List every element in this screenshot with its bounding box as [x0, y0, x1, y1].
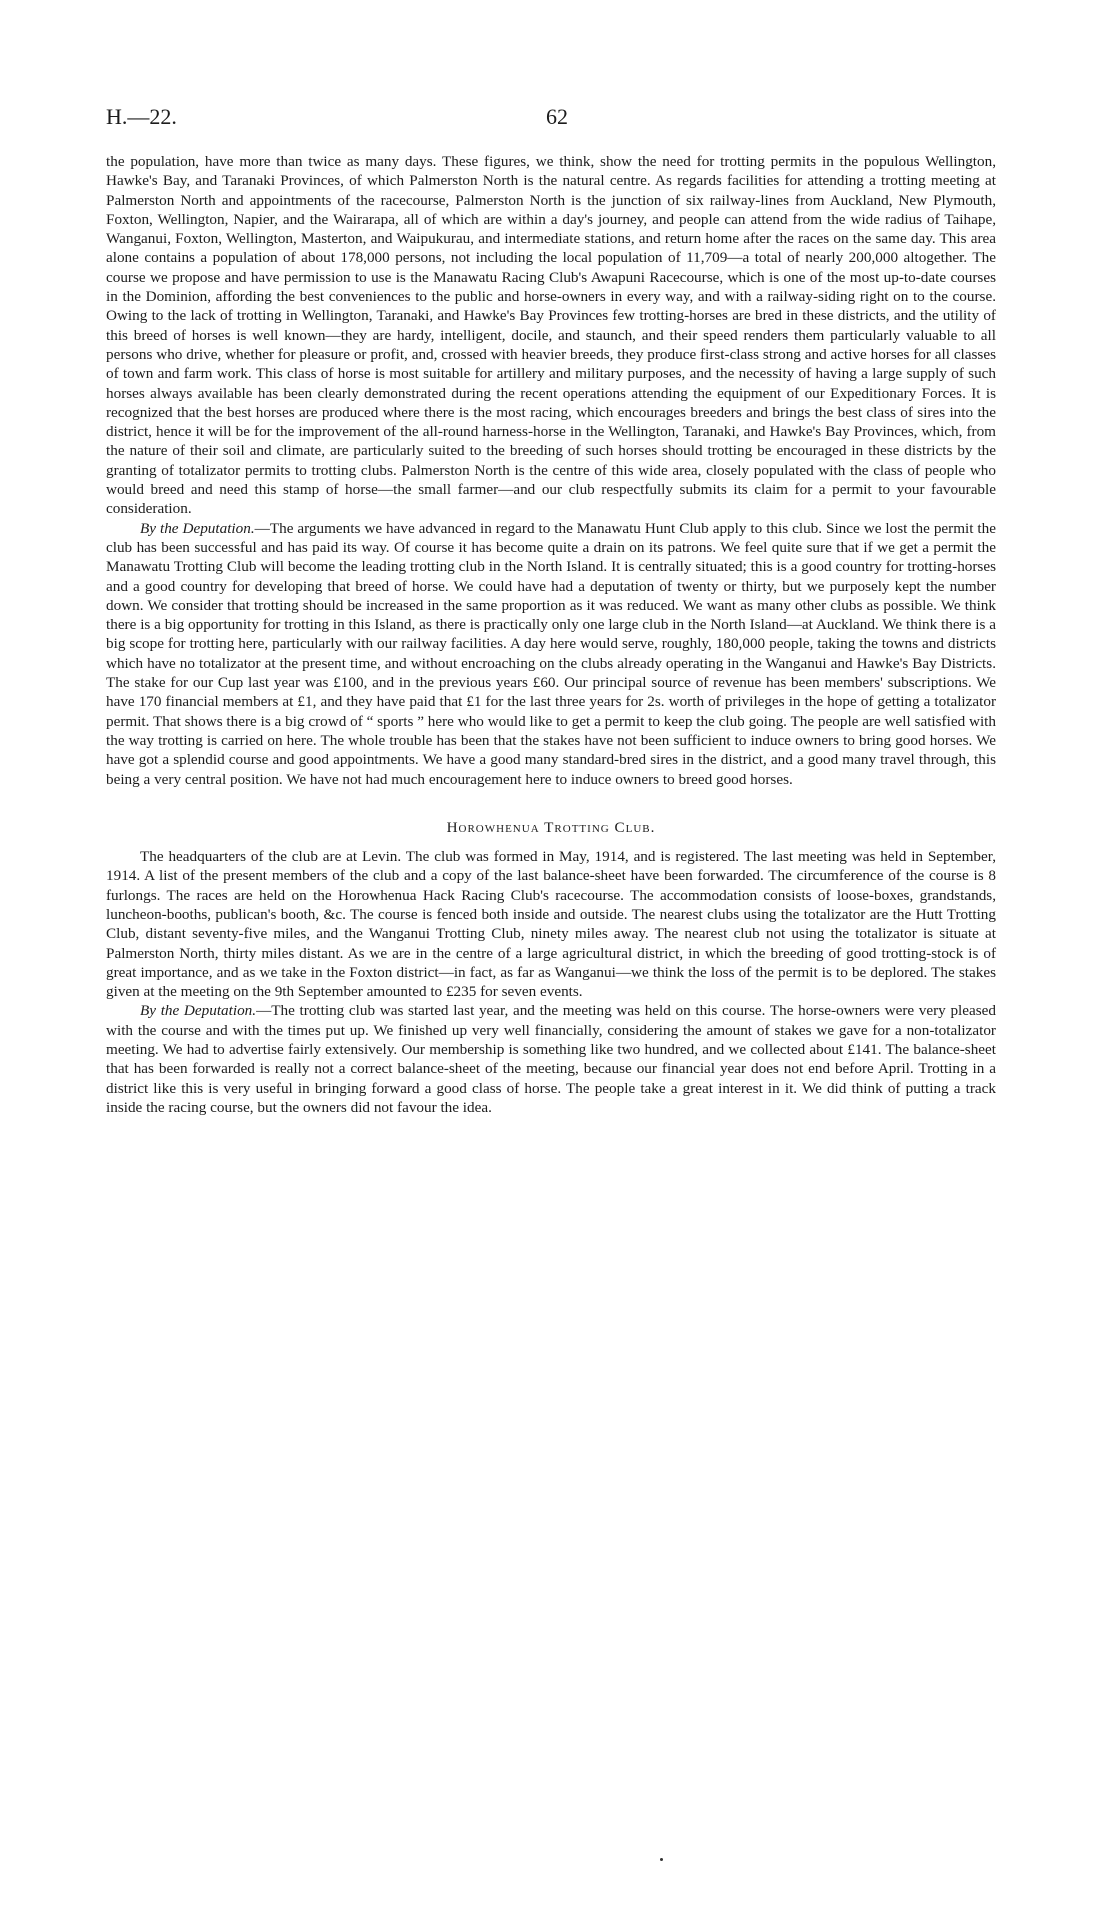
deputation-label: By the Deputation. [140, 1002, 257, 1020]
page-number: 62 [546, 104, 568, 129]
paragraph-horowhenua: The headquarters of the club are at Levin. The club was formed in May, 1914, and is registered. The last meeting was held in September, 1914. A list of the present members of the club and a copy of the last balance-sheet have been forwarded. The circumference of the course is 8 furlongs. The races are held on the Horowhenua Hack Racing Club's racecourse. The accommodation consists of loose-boxes, grandstands, luncheon-booths, publican's booth, &c. The course is fenced both inside and outside. The nearest clubs using the totalizator are the Hutt Trotting Club, distant seventy-five miles, and the Wanganui Trotting Club, ninety miles away. The nearest club not using the totalizator is situate at Palmerston North, thirty miles distant. As we are in the centre of a large agricultural district, in which the breeding of good trotting-stock is of great importance, and as we take in the Foxton district—in fact, as far as Wanganui—we think the loss of the permit is to be deplored. The stakes given at the meeting on the 9th September amounted to £235 for seven events. [106, 848, 996, 1001]
document-body [106, 152, 996, 1117]
stray-mark [660, 1858, 663, 1861]
paragraph-continuation: the population, have more than twice as many days. These figures, we think, show the need for trotting permits in the populous Wellington, Hawke's Bay, and Taranaki Provinces, of which Palmerston North is the natural centre. As regards facilities for attending a trotting meeting at Palmerston North and appointments of the racecourse, Palmerston North is the junction of six railway-lines from Auckland, New Plymouth, Foxton, Wellington, Napier, and the Wairarapa, all of which are within a day's journey, and people can attend from the wide radius of Taihape, Wanganui, Foxton, Wellington, Masterton, and Waipukurau, and intermediate stations, and return home after the races on the same day. This area alone contains a population of about 178,000 persons, not including the local population of 11,709—a total of nearly 200,000 altogether. The course we propose and have permission to use is the Manawatu Racing Club's Awapuni Racecourse, which is one of the most up-to-date courses in the Dominion, affording the best conveniences to the public and horse-owners in every way, and with a railway-siding right on to the course. Owing to the lack of trotting in Wellington, Taranaki, and Hawke's Bay Provinces few trotting-horses are bred in these districts, and the utility of this breed of horses is well known—they are hardy, intelligent, docile, and staunch, and their speed renders them particularly valuable to all persons who drive, whether for pleasure or profit, and, crossed with heavier breeds, they produce first-class strong and active horses for all classes of town and farm work. This class of horse is most suitable for artillery and military purposes, and the necessity of having a large supply of such horses always available has been clearly demonstrated during the recent operations attending the equipment of our Expeditionary Forces. It is recognized that the best horses are produced where there is the most racing, which encourages breeders and brings the best class of sires into the district, hence it will be for the improvement of the all-round harness-horse in the Wellington, Taranaki, and Hawke's Bay Provinces, which, from the nature of their soil and climate, are particularly suited to the breeding of such horses should trotting be encouraged in these districts by the granting of totalizator permits to trotting clubs. Palmerston North is the centre of this wide area, closely populated with the class of people who would breed and need this stamp of horse—the small farmer—and our club respectfully submits its claim for a permit to your favourable consideration. [106, 153, 996, 518]
deputation-text: —The trotting club was started last year, and the meeting was held on this course. The horse-owners were very pleased with the course and with the times put up. We finished up very well financially, considering the amount of stakes we gave for a non-totalizator meeting. We had to advertise fairly extensively. Our membership is something like two hundred, and we collected about £141. The balance-sheet that has been forwarded is really not a correct balance-sheet of the meeting, because our financial year does not end before April. Trotting in a district like this is very useful in bringing forward a good class of horse. The people take a great interest in it. We did think of putting a track inside the racing course, but the owners did not favour the idea. [106, 1002, 996, 1116]
section-heading: Horowhenua Trotting Club. [446, 818, 656, 836]
deputation-text: —The arguments we have advanced in regard to the Manawatu Hunt Club apply to this club. Since we lost the permit the club has been successful and has paid its way. Of course it has become quite a drain on its patrons. We feel quite sure that if we get a permit the Manawatu Trotting Club will become the leading trotting club in the North Island. It is centrally situated; this is a good country for trotting-horses and a good country for developing that breed of horse. We could have had a deputation of twenty or thirty, but we purposely kept the number down. We consider that trotting should be increased in the same proportion as it was reduced. We want as many other clubs as possible. We think there is a big opportunity for trotting in this Island, as there is practically only one large club in the North Island—at Auckland. We think there is a big scope for trotting here, particularly with our railway facilities. A day here would serve, roughly, 180,000 people, taking the towns and districts which have no totalizator at the present time, and without encroaching on the clubs already operating in the Wanganui and Hawke's Bay Districts. The stake for our Cup last year was £100, and in the previous years £60. Our principal source of revenue has been members' subscriptions. We have 170 financial members at £1, and they have paid that £1 for the last three years for 2s. worth of privileges in the hope of getting a totalizator permit. That shows there is a big crowd of “ sports ” here who would like to get a permit to keep the club going. The people are well satisfied with the way trotting is carried on here. The whole trouble has been that the stakes have not been sufficient to induce owners to bring good horses. We have got a splendid course and good appointments. We have a good many standard-bred sires in the district, and a good many travel through, this being a very central position. We have not had much encouragement here to induce owners to breed good horses. [106, 519, 996, 788]
report-reference: H.—22. [106, 104, 177, 129]
page-header [106, 104, 998, 134]
deputation-label: By the Deputation. [140, 519, 255, 537]
paragraph-deputation-manawatu [106, 519, 996, 789]
paragraph-deputation-horowhenua [106, 1001, 996, 1117]
